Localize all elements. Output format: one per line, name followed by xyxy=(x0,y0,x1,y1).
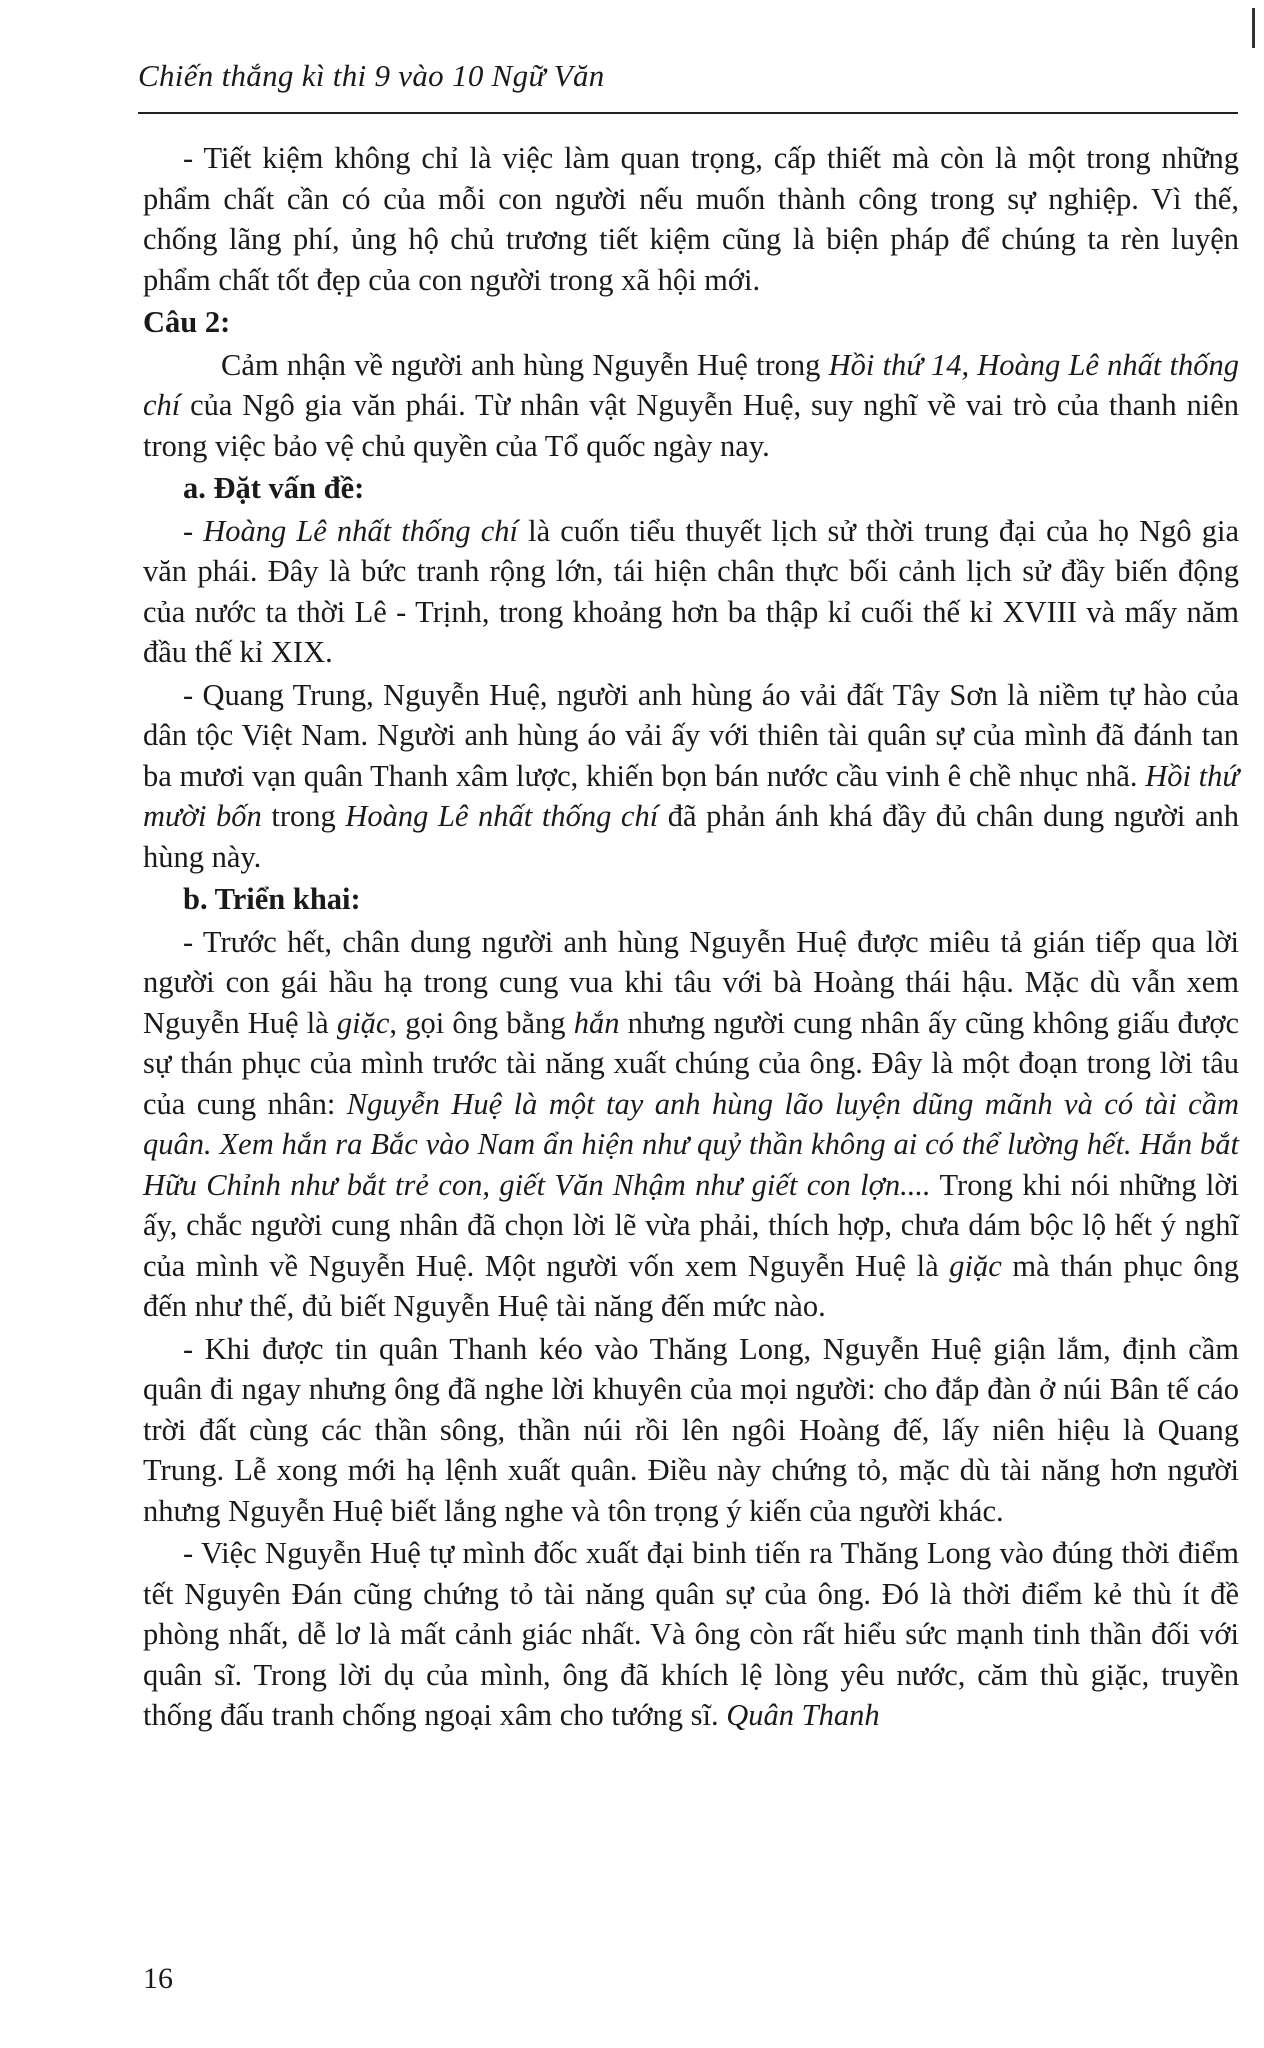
italic-quote: Nguyễn Huệ là một tay anh hùng lão luyện dũng mãnh và có tài cầm quân. Xem hắn ra Bắc vào Nam ẩn hiện như quỷ thần không ai có thể lường hết. Hắn bắt Hữu Chỉnh như bắt trẻ con, giết Văn Nhậm như giết con lợn.... xyxy=(143,1086,1239,1202)
text-run: mà thán phục ông đến như thế, đủ biết Nguyễn Huệ tài năng đến mức nào. xyxy=(143,1248,1239,1323)
page-body xyxy=(143,138,1239,1738)
paragraph-indirect-portrait xyxy=(143,922,1239,1327)
italic-word: hắn xyxy=(573,1005,620,1040)
italic-title: Hoàng Lê nhất thống chí xyxy=(345,799,659,833)
text-run: là cuốn tiểu thuyết lịch sử thời trung đại của họ Ngô gia văn phái. Đây là bức tranh rộng lớn, tái hiện chân thực bối cảnh lịch sử đầy biến động của nước ta thời Lê - Trịnh, trong khoảng hơn ba thập kỉ cuối thế kỉ XVIII và mấy năm đầu thế kỉ XIX. xyxy=(143,513,1239,669)
italic-title: Hồi thứ mười bốn xyxy=(143,758,1240,833)
text-run: - xyxy=(183,513,204,548)
text-run: Trong khi nói những lời ấy, chắc người cung nhân đã chọn lời lẽ vừa phải, thích hợp, chưa dám bộc lộ hết ý nghĩ của mình về Nguyễn Huệ. Một người vốn xem Nguyễn Huệ là xyxy=(143,1167,1239,1283)
paragraph-military-talent xyxy=(143,1533,1239,1736)
italic-word: giặc xyxy=(949,1248,1002,1283)
running-header: Chiến thắng kì thi 9 vào 10 Ngữ Văn xyxy=(138,58,605,93)
text-run: của Ngô gia văn phái. Từ nhân vật Nguyễn Huệ, suy nghĩ về vai trò của thanh niên trong việc bảo vệ chủ quyền của Tổ quốc ngày nay. xyxy=(143,388,1239,463)
text-run: Cảm nhận về người anh hùng Nguyễn Huệ trong xyxy=(221,347,829,382)
text-run: - Việc Nguyễn Huệ tự mình đốc xuất đại binh tiến ra Thăng Long vào đúng thời điểm tết Nguyên Đán cũng chứng tỏ tài năng quân sự của ông. Đó là thời điểm kẻ thù ít đề phòng nhất, dễ lơ là mất cảnh giác nhất. Và ông còn rất hiểu sức mạnh tinh thần đối với quân sĩ. Trong lời dụ của mình, ông đã khích lệ lòng yêu nước, căm thù giặc, truyền thống đấu tranh chống ngoại xâm cho tướng sĩ. xyxy=(143,1536,1239,1732)
paragraph-saving: - Tiết kiệm không chỉ là việc làm quan trọng, cấp thiết mà còn là một trong những phẩm chất cần có của mỗi con người nếu muốn thành công trong sự nghiệp. Vì thế, chống lãng phí, ủng hộ chủ trương tiết kiệm cũng là biện pháp để chúng ta rèn luyện phẩm chất tốt đẹp của con người trong xã hội mới. xyxy=(143,141,1239,297)
paragraph-coronation: - Khi được tin quân Thanh kéo vào Thăng Long, Nguyễn Huệ giận lắm, định cầm quân đi ngay nhưng ông đã nghe lời khuyên của mọi người: cho đắp đàn ở núi Bân tế cáo trời đất cùng các thần sông, thần núi rồi lên ngôi Hoàng đế, lấy niên hiệu là Quang Trung. Lễ xong mới hạ lệnh xuất quân. Điều này chứng tỏ, mặc dù tài năng hơn người nhưng Nguyễn Huệ biết lắng nghe và tôn trọng ý kiến của người khác. xyxy=(143,1331,1239,1528)
italic-title: Hoàng Lê nhất thống chí xyxy=(203,513,519,548)
section-b-heading: b. Triển khai: xyxy=(183,882,361,916)
text-run: - Trước hết, chân dung người anh hùng Nguyễn Huệ được miêu tả gián tiếp qua lời người con gái hầu hạ trong cung vua khi tâu với bà Hoàng thái hậu. Mặc dù vẫn xem Nguyễn Huệ là xyxy=(143,924,1239,1040)
text-run: nhưng người cung nhân ấy cũng không giấu được sự thán phục của mình trước tài năng xuất chúng của ông. Đây là một đoạn trong lời tâu của cung nhân: xyxy=(143,1005,1239,1121)
italic-title: Hồi thứ 14, Hoàng Lê nhất thống chí xyxy=(143,347,1239,422)
text-run: trong xyxy=(261,799,346,833)
text-run: đã phản ánh khá đầy đủ chân dung người anh hùng này. xyxy=(143,799,1239,874)
section-a-heading: a. Đặt vấn đề: xyxy=(183,471,365,505)
question-2-prompt xyxy=(143,345,1239,467)
page-number: 16 xyxy=(143,1962,173,1995)
italic-quote: Quân Thanh xyxy=(726,1698,880,1732)
text-run: , gọi ông bằng xyxy=(389,1005,574,1040)
header-divider xyxy=(138,112,1238,114)
paragraph-quang-trung xyxy=(143,675,1239,878)
text-run: - Quang Trung, Nguyễn Huệ, người anh hùng áo vải đất Tây Sơn là niềm tự hào của dân tộc Việt Nam. Người anh hùng áo vải ấy với thiên tài quân sự của mình đã đánh tan ba mươi vạn quân Thanh xâm lược, khiến bọn bán nước cầu vinh ê chề nhục nhã. xyxy=(143,677,1239,793)
scan-edge-mark xyxy=(1252,8,1255,48)
question-2-heading: Câu 2: xyxy=(143,305,231,339)
paragraph-novel-intro xyxy=(143,511,1239,673)
italic-word: giặc xyxy=(336,1005,390,1040)
